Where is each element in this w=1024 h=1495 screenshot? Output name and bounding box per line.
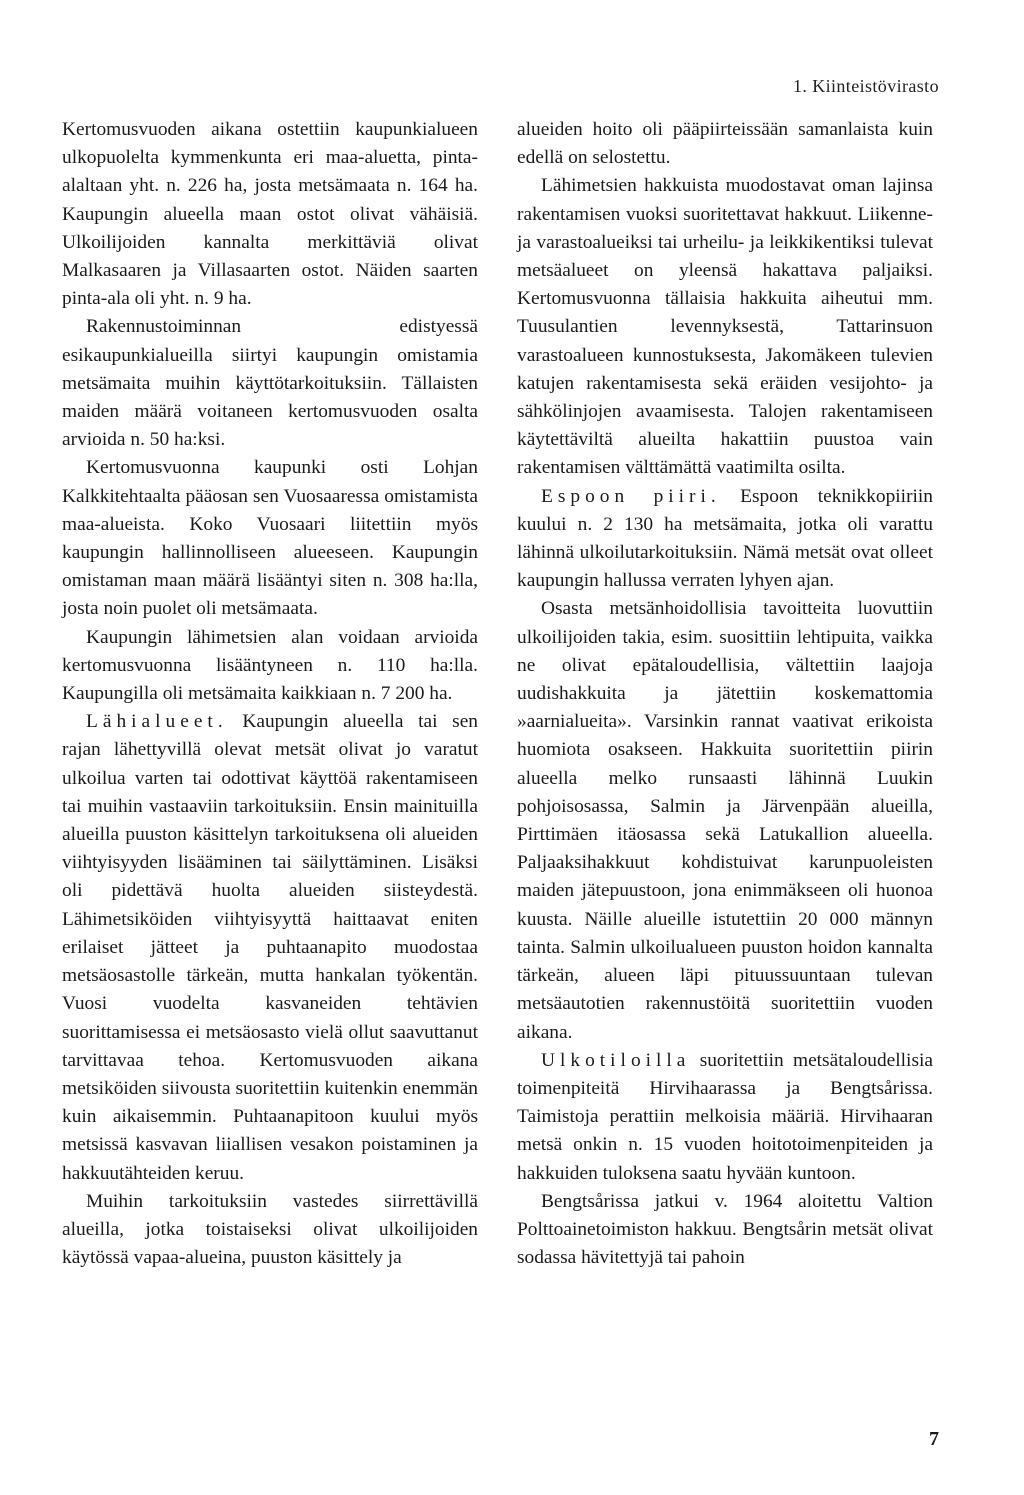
paragraph: alueiden hoito oli pääpiirteissään samanlaista kuin edellä on selostettu. [517, 119, 933, 169]
right-column [517, 116, 933, 1272]
paragraph [517, 483, 933, 596]
paragraph: Rakennustoiminnan edistyessä esikaupunkialueilla siirtyi kaupungin omistamia metsämaita muihin käyttötarkoituksiin. Tällaisten maiden määrä voitaneen kertomusvuoden osalta arvioida n. 50 ha:ksi. [62, 316, 478, 451]
paragraph: Muihin tarkoituksiin vastedes siirrettävillä alueilla, jotka toistaiseksi olivat ulkoilijoiden käytössä vapaa-alueina, puuston käsittely ja [62, 1190, 478, 1269]
paragraph [517, 1047, 933, 1188]
paragraph-text: Kaupungin alueella tai sen rajan lähettyvillä olevat metsät olivat jo varatut ulkoilua varten tai odottivat käyttöä rakentamiseen tai muihin vastaaviin tarkoituksiin. Ensin mainituilla alueilla puuston käsittelyn tarkoituksena oli alueiden viihtyisyyden lisääminen tai säilyttäminen. Lisäksi oli pidettävä huolta alueiden siisteydestä. Lähimetsiköiden viihtyisyyttä haittaavat eniten erilaiset jätteet ja puhtaanapito muodostaa metsäosastolle tärkeän, mutta hankalan työkentän. Vuosi vuodelta kasvaneiden tehtävien suorittamisessa ei metsäosasto vielä ollut saavuttanut tarvittavaa tehoa. Kertomusvuoden aikana metsiköiden siivousta suoritettiin kuitenkin enemmän kuin aikaisemmin. Puhtaanapitoon kuului myös metsissä kasvavan liiallisen vesakon poistaminen ja hakkuutähteiden keruu. [62, 711, 478, 1184]
paragraph: Lähimetsien hakkuista muodostavat oman lajinsa rakentamisen vuoksi suoritettavat hakkuut. Liikenne- ja varastoalueiksi tai urheilu- ja leikkikentiksi tulevat metsäalueet on yleensä hakattava paljaiksi. Kertomusvuonna tällaisia hakkuita aiheutui mm. Tuusulantien levennyksestä, Tattarinsuon varastoalueen kunnostuksesta, Jakomäkeen tulevien katujen rakentamisesta sekä eräiden vesijohto- ja sähkölinjojen avaamisesta. Talojen rakentamiseen käytettäviltä alueilta hakattiin puustoa vain rakentamisen välttämättä vaatimilta osilta. [517, 175, 933, 479]
paragraph: Kaupungin lähimetsien alan voidaan arvioida kertomusvuonna lisääntyneen n. 110 ha:lla. Kaupungilla oli metsämaita kaikkiaan n. 7 200 ha. [62, 626, 478, 705]
paragraph: Bengtsårissa jatkui v. 1964 aloitettu Valtion Polttoainetoimiston hakkuu. Bengtsårin metsät olivat sodassa hävitettyjä tai pahoin [517, 1190, 933, 1269]
left-column [62, 116, 478, 1272]
paragraph-text: suoritettiin metsätaloudellisia toimenpiteitä Hirvihaarassa ja Bengtsårissa. Taimistoja perattiin melkoisia määriä. Hirvihaaran metsä onkin n. 15 vuoden hoitotoimenpiteiden ja hakkuiden tuloksena saatu hyvään kuntoon. [517, 1049, 933, 1184]
paragraph: Kertomusvuoden aikana ostettiin kaupunkialueen ulkopuolelta kymmenkunta eri maa-aluetta, pinta-alaltaan yht. n. 226 ha, josta metsämaata n. 164 ha. Kaupungin alueella maan ostot olivat vähäisiä. Ulkoilijoiden kannalta merkittäviä olivat Malkasaaren ja Villasaarten ostot. Näiden saarten pinta-ala oli yht. n. 9 ha. [62, 119, 478, 310]
paragraph: Osasta metsänhoidollisia tavoitteita luovuttiin ulkoilijoiden takia, esim. suosittiin lehtipuita, vaikka ne olivat epätaloudellisia, vältettiin laajoja uudishakkuita ja jätettiin koskemattomia »aarnialueita». Varsinkin rannat vaativat erikoista huomiota osakseen. Hakkuita suoritettiin piirin alueella melko runsaasti lähinnä Luukin pohjoisosassa, Salmin ja Järvenpään alueilla, Pirttimäen itäosassa sekä Latukallion alueella. Paljaaksihakkuut kohdistuivat karunpuoleisten maiden jätepuustoon, jona enimmäkseen oli huonoa kuusta. Näille alueille istutettiin 20 000 männyn tainta. Salmin ulkoilualueen puuston hoidon kannalta tärkeän, alueen läpi pituussuuntaan tulevan metsäautotien rakennustöitä suoritettiin vuoden aikana. [517, 598, 933, 1043]
page-number: 7 [929, 1428, 939, 1450]
running-header: 1. Kiinteistövirasto [793, 76, 939, 96]
section-lead-espoon-piiri: Espoon piiri. [541, 485, 721, 507]
paragraph-text: Espoon teknikkopiiriin kuului n. 2 130 ha metsämaita, jotka oli varattu lähinnä ulkoilutarkoituksiin. Nämä metsät ovat olleet kaupungin hallussa verraten lyhyen ajan. [517, 485, 933, 592]
section-lead-lahialueet: Lähialueet. [86, 711, 228, 733]
paragraph: Kertomusvuonna kaupunki osti Lohjan Kalkkitehtaalta pääosan sen Vuosaaressa omistamista maa-alueista. Koko Vuosaari liitettiin myös kaupungin hallinnolliseen alueeseen. Kaupungin omistaman maan määrä lisääntyi siten n. 308 ha:lla, josta noin puolet oli metsämaata. [62, 457, 478, 620]
paragraph [62, 708, 478, 1187]
section-lead-ulkotiloilla: Ulkotiloilla [541, 1049, 691, 1071]
